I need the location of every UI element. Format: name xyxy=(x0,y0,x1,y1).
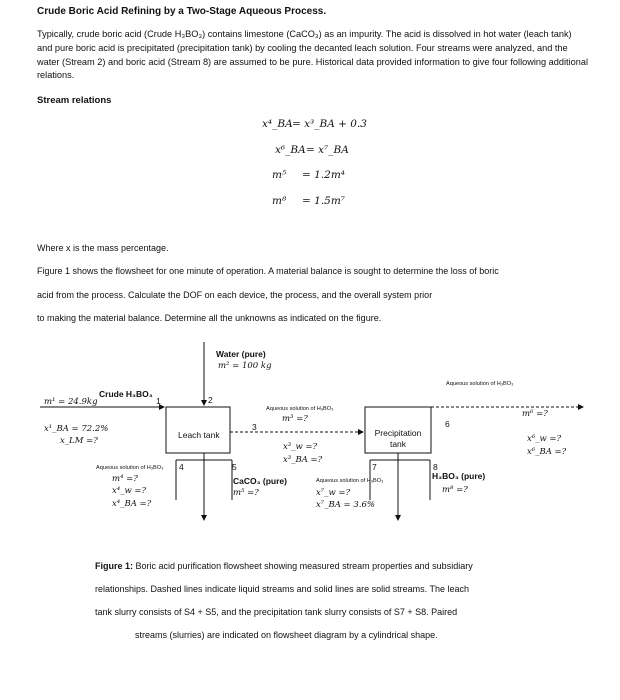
stream-4-name: Aqueous solution of H₃BO₃ xyxy=(96,465,164,471)
relation-1-lhs: x⁴_BA xyxy=(262,118,293,130)
figure-caption xyxy=(95,555,545,647)
stream-3-xba: x³_BA =? xyxy=(283,455,323,465)
task-line-2: acid from the process. Calculate the DOF on each device, the process, and the overall system prior xyxy=(37,290,433,300)
caption-line-3: tank slurry consists of S4 + S5, and the precipitation tank slurry consists of S7 + S8. Paired xyxy=(95,607,458,617)
stream-number-4: 4 xyxy=(179,462,184,472)
stream-8-mass: m⁸ =? xyxy=(442,485,468,495)
stream-7-name: Aqueous solution of H₃BO₃ xyxy=(316,478,384,484)
leach-tank-label: Leach tank xyxy=(178,430,220,440)
relation-2-lhs: x⁶_BA xyxy=(275,144,306,156)
stream-4-mass: m⁴ =? xyxy=(112,474,138,484)
stream-5-name: CaCO₃ (pure) xyxy=(233,476,287,486)
stream-8-name: H₃BO₃ (pure) xyxy=(432,471,486,481)
stream-number-1: 1 xyxy=(156,396,161,406)
caption-line-4: streams (slurries) are indicated on flowsheet diagram by a cylindrical shape. xyxy=(135,630,438,640)
stream-1-mass: m¹ = 24.9kg xyxy=(44,397,98,407)
where-note: Where x is the mass percentage. xyxy=(37,243,169,253)
stream-6-mass: m⁶ =? xyxy=(522,409,548,419)
relation-3-rhs: = 1.2m⁴ xyxy=(302,169,345,181)
task-line-1: Figure 1 shows the flowsheet for one minute of operation. A material balance is sought to determine the loss of boric xyxy=(37,266,499,276)
stream-number-8: 8 xyxy=(433,462,438,472)
stream-6-name: Aqueous solution of H₃BO₃ xyxy=(446,381,514,387)
stream-6-xw: x⁶_w =? xyxy=(527,434,562,444)
stream-7-xw: x⁷_w =? xyxy=(316,488,351,498)
stream-1-name: Crude H₃BO₃ xyxy=(99,389,153,399)
stream-number-6: 6 xyxy=(445,419,450,429)
stream-3-mass: m³ =? xyxy=(282,414,308,424)
stream-4-xw: x⁴_w =? xyxy=(112,486,147,496)
relation-1-rhs: = x³_BA + 0.3 xyxy=(292,118,367,130)
stream-2-mass: m² = 100 kg xyxy=(218,361,272,371)
relations-heading: Stream relations xyxy=(37,95,112,106)
stream-1-xlm: x_LM =? xyxy=(60,436,98,446)
stream-7-xba: x⁷_BA = 3.6% xyxy=(316,500,375,510)
stream-number-3: 3 xyxy=(252,422,257,432)
stream-2-name: Water (pure) xyxy=(216,349,266,359)
stream-3-xw: x³_w =? xyxy=(283,442,318,452)
relation-3-lhs: m⁵ xyxy=(272,169,287,181)
intro-paragraph: Typically, crude boric acid (Crude H₃BO₃) contains limestone (CaCO₃) as an impurity. The acid is dissolved in hot water (leach tank) and pure boric acid is precipitated (precipitation tank) by cooling the decanted leach solution. Four streams were analyzed, and the water (Stream 2) and boric acid (Stream 8) are assumed to be pure. Historical data provided information to give four following additional relations. xyxy=(37,29,589,81)
stream-3-name: Aqueous solution of H₃BO₃ xyxy=(266,406,334,412)
stream-number-2: 2 xyxy=(208,395,213,405)
stream-1-xba: x¹_BA = 72.2% xyxy=(44,424,109,434)
caption-line-2: relationships. Dashed lines indicate liquid streams and solid lines are solid streams. The leach xyxy=(95,584,470,594)
caption-line-1: Boric acid purification flowsheet showing measured stream properties and subsidiary xyxy=(135,561,473,571)
relation-4-rhs: = 1.5m⁷ xyxy=(302,195,345,207)
stream-number-5: 5 xyxy=(232,462,237,472)
relation-2-rhs: = x⁷_BA xyxy=(306,144,349,156)
caption-label: Figure 1: xyxy=(95,561,134,571)
relation-4-lhs: m⁸ xyxy=(272,195,287,207)
stream-number-7: 7 xyxy=(372,462,377,472)
stream-4-xba: x⁴_BA =? xyxy=(112,499,152,509)
document-title: Crude Boric Acid Refining by a Two-Stage Aqueous Process. xyxy=(37,6,327,17)
stream-5-mass: m⁵ =? xyxy=(233,488,259,498)
precipitation-tank-label: Precipitation tank xyxy=(374,428,422,449)
stream-6-xba: x⁶_BA =? xyxy=(527,447,567,457)
task-line-3: to making the material balance. Determine all the unknowns as indicated on the figure. xyxy=(37,313,382,323)
